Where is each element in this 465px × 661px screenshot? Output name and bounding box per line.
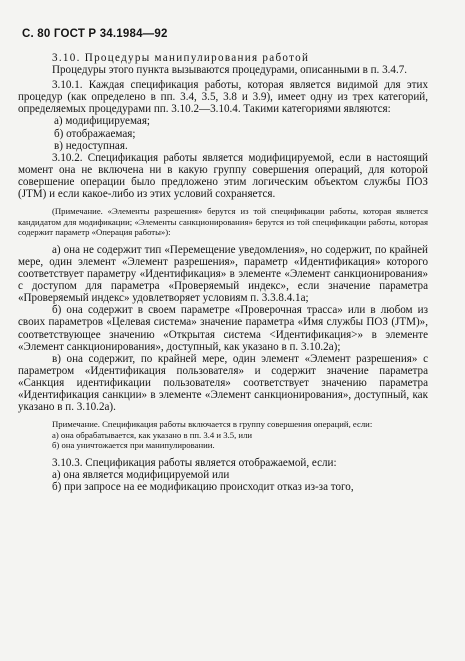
paragraph-intro: Процедуры этого пункта вызываются процедурами, описанными в п. 3.4.7. [52,64,408,77]
paragraph-3-10-3-b: б) при запросе на ее модификацию происходит отказ из-за того, [52,481,354,494]
note-2-item: б) она уничтожается при манипулировании. [52,440,215,451]
category-item: в) недоступная. [54,139,128,152]
condition-c: в) она содержит, по крайней мере, один элемент «Элемент разрешения» с параметром «Идентификация пользователя» и содержит значение параметра «Санкция идентификации пользователя» соответствует значению параметра «Идентификация санкции» в элементе «Элемент санкционирования», доступный, как указано в п. 3.10.2а). [18,352,428,414]
page-header: С. 80 ГОСТ Р 34.1984—92 [22,28,168,40]
page-content [18,52,428,493]
paragraph-3-10-2: 3.10.2. Спецификация работы является модифицируемой, если в настоящий момент она не включена ни в какую группу совершения операций, для которой совершение операции было предложено этим логическим объектом службы ПОЗ (JTM) и если какое-либо из этих условий сохраняется. [18,151,428,201]
condition-b: б) она содержит в своем параметре «Проверочная трасса» или в любом из своих параметров «Целевая система» значение параметра «Имя службы ПОЗ (JTM)», соответствующее значению «Открытая система <Идентификация>» в элементе «Элемент санкционирования», доступный, как указано в п. 3.10.2а); [18,304,428,353]
note-2: Примечание. Спецификация работы включается в группу совершения операций, если: [52,419,373,430]
condition-a: а) она не содержит тип «Перемещение уведомления», но содержит, по крайней мере, один элемент «Элемент разрешения», параметр «Идентификация» которого соответствует параметру «Идентификация» в элементе «Элемент санкционирования» с доступом для параметра «Проверяемый индекс», если значение параметра «Проверяемый индекс» удовлетворяет условиям п. 3.3.8.4.1а; [18,243,428,305]
paragraph-3-10-3: 3.10.3. Спецификация работы является отображаемой, если: [52,457,337,469]
section-title: 3.10. Процедуры манипулирования работой [52,52,310,64]
paragraph-3-10-1: 3.10.1. Каждая спецификация работы, которая является видимой для этих процедур (как определено в пп. 3.4, 3.5, 3.8 и 3.9), имеет одну из трех категорий, определяемых процедурами пп. 3.10.2—3.10.4. Такими категориями являются: [18,79,428,116]
category-item: б) отображаемая; [54,127,136,140]
paragraph-3-10-3-a: а) она является модифицируемой или [52,469,230,482]
note-1: (Примечание. «Элементы разрешения» берутся из той спецификации работы, которая является кандидатом для модификации; «Элементы санкционирования» берутся из той спецификации работы, которая содержит параметр «Операция работы»): [18,206,428,238]
note-2-item: а) она обрабатывается, как указано в пп. 3.4 и 3.5, или [52,429,253,440]
category-item: а) модифицируемая; [54,115,150,128]
